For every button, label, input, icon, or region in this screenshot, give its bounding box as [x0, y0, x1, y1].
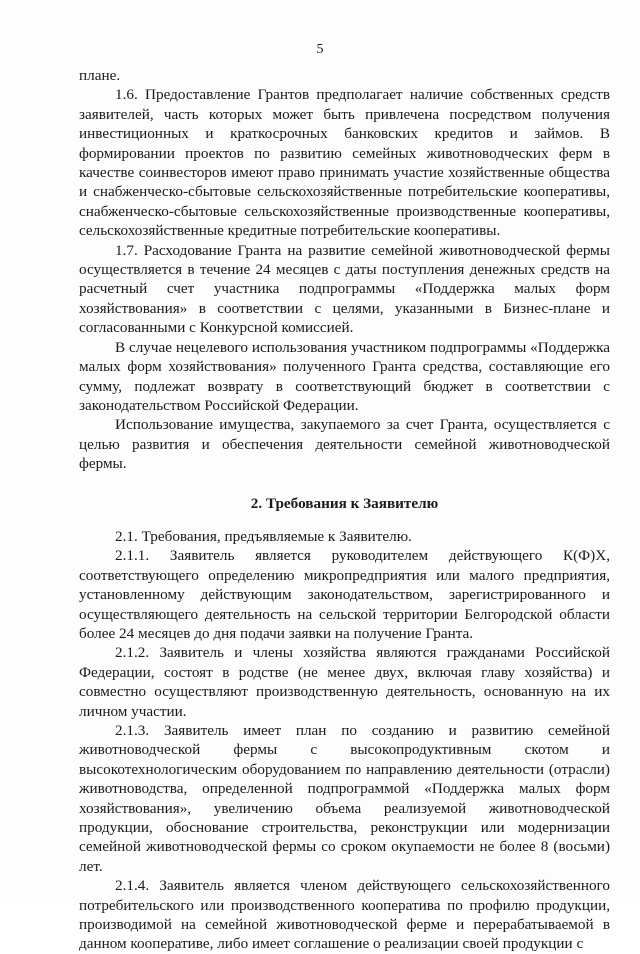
paragraph-misuse: В случае нецелевого использования участником подпрограммы «Поддержка малых форм хозяйствования» полученного Гранта средства, составляющие его сумму, подлежат возврату в соответствующий бюджет в соответствии с законодательством Российской Федерации. [79, 338, 610, 414]
page-number: 5 [316, 42, 324, 57]
paragraph-1-6: 1.6. Предоставление Грантов предполагает наличие собственных средств заявителей, часть которых может быть привлечена посредством получения инвестиционных и краткосрочных банковских кредитов и займов. В формировании проектов по развитию семейных животноводческих ферм в качестве соинвесторов имеют право принимать участие хозяйственные общества и снабженческо-сбытовые сельскохозяйственные потребительские кооперативы, снабженческо-сбытовые сельскохозяйственные производственные кооперативы, сельскохозяйственные кредитные потребительские кооперативы. [79, 86, 610, 240]
document-body [79, 66, 610, 954]
paragraph-continuation: плане. [79, 67, 121, 84]
paragraph-2-1-3: 2.1.3. Заявитель имеет план по созданию и развитию семейной животноводческой фермы с высокопродуктивным скотом и высокотехнологическим оборудованием по направлению деятельности (отрасли) животноводства, определенной подпрограммой «Поддержка малых форм хозяйствования», увеличению объема реализуемой животноводческой продукции, обоснование строительства, реконструкции или модернизации семейной животноводческой фермы со сроком окупаемости не более 8 (восьми) лет. [79, 722, 610, 875]
paragraph-2-1-1: 2.1.1. Заявитель является руководителем действующего К(Ф)Х, соответствующего определению микропредприятия или малого предприятия, установленному действующим законодательством, зарегистрированного и осуществляющего деятельность на сельской территории Белгородской области более 24 месяцев до дня подачи заявки на получение Гранта. [79, 547, 610, 642]
paragraph-2-1-2: 2.1.2. Заявитель и члены хозяйства являются гражданами Российской Федерации, состоят в родстве (не менее двух, включая главу хозяйства) и совместно осуществляют производственную деятельность, основанную на их личном участии. [79, 644, 610, 720]
paragraph-1-7: 1.7. Расходование Гранта на развитие семейной животноводческой фермы осуществляется в течение 24 месяцев с даты поступления денежных средств на расчетный счет участника подпрограммы «Поддержка малых форм хозяйствования» в соответствии с целями, указанными в Бизнес-плане и согласованными с Конкурсной комиссией. [79, 241, 610, 337]
paragraph-2-1: 2.1. Требования, предъявляемые к Заявителю. [115, 527, 412, 545]
paragraph-property-use: Использование имущества, закупаемого за счет Гранта, осуществляется с целью развития и обеспечения деятельности семейной животноводческой фермы. [79, 416, 610, 473]
paragraph-2-1-4: 2.1.4. Заявитель является членом действующего сельскохозяйственного потребительского или производственного кооператива по профилю продукции, производимой на семейной животноводческой ферме и перерабатываемой в данном кооперативе, либо имеет соглашение о реализации своей продукции с [79, 877, 610, 953]
section-title: 2. Требования к Заявителю [250, 494, 439, 512]
